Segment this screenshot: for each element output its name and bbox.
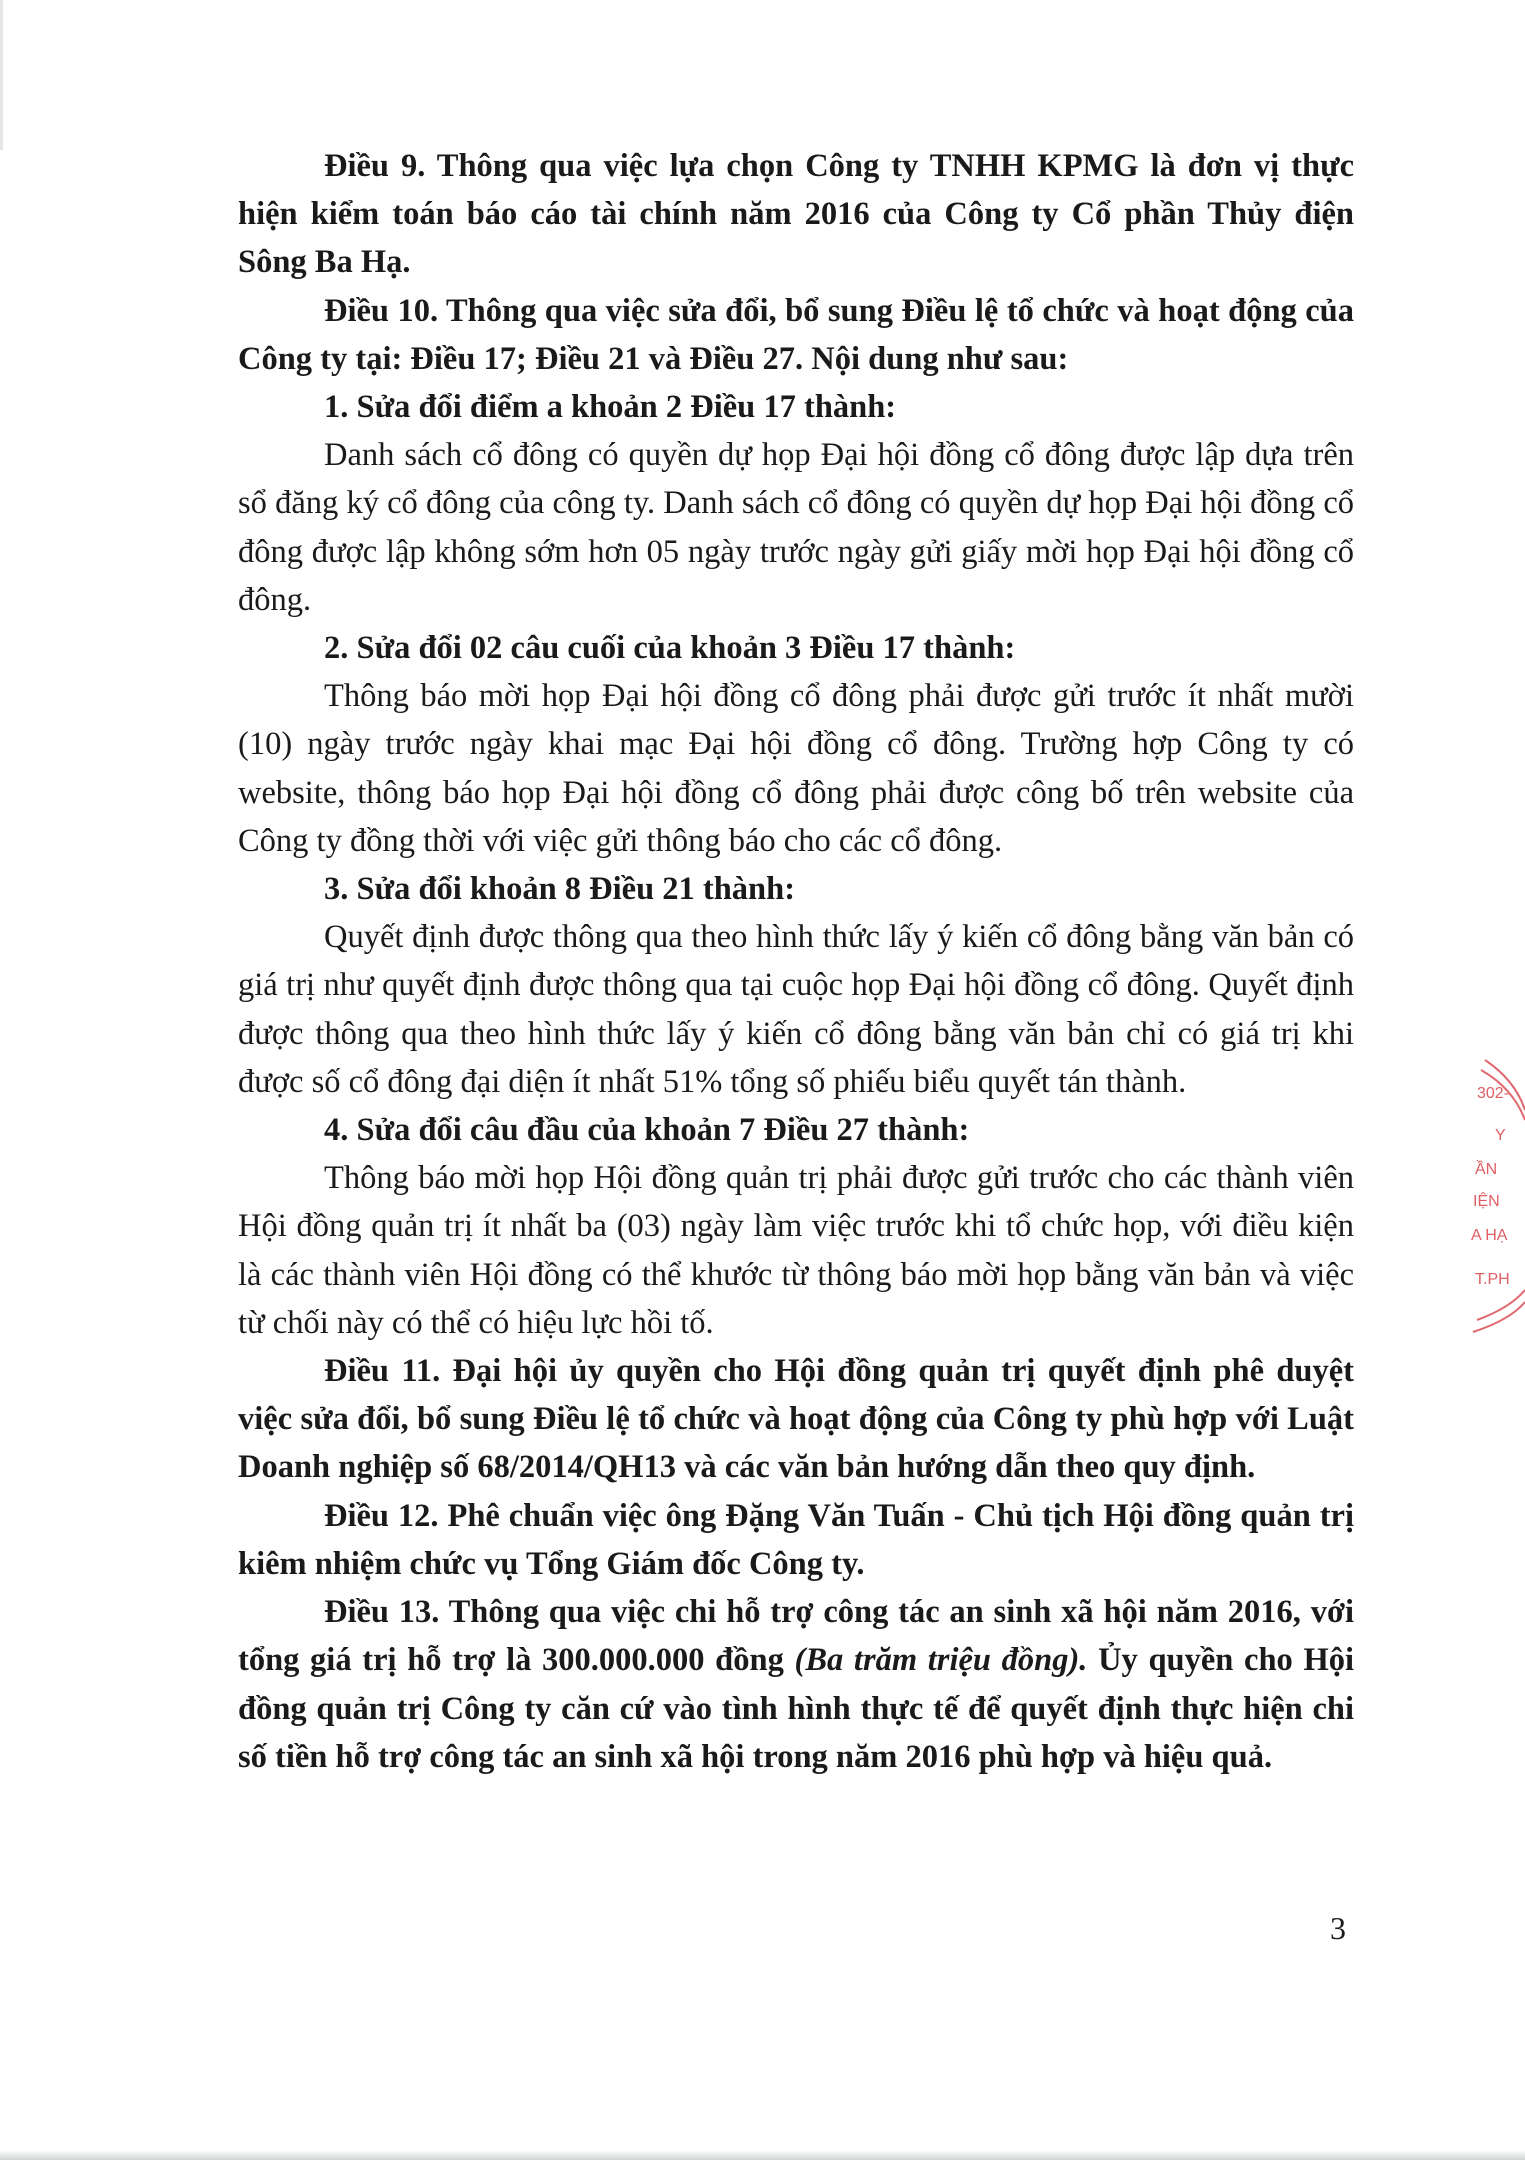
article-12: Điều 12. Phê chuẩn việc ông Đặng Văn Tuấn - Chủ tịch Hội đồng quản trị kiêm nhiệm chức vụ Tổng Giám đốc Công ty. (238, 1497, 1354, 1582)
amendment-2-body: Thông báo mời họp Đại hội đồng cổ đông phải được gửi trước ít nhất mười (10) ngày trước ngày khai mạc Đại hội đồng cổ đông. Trường hợp Công ty có website, thông báo họp Đại hội đồng cổ đông phải được công bố trên website của Công ty đồng thời với việc gửi thông báo cho các cổ đông. (238, 678, 1354, 859)
stamp-fragment-4: IỆN (1473, 1193, 1500, 1210)
article-10 (238, 287, 1354, 383)
stamp-fragment-1: 302- (1477, 1085, 1510, 1102)
scan-edge-shadow (0, 0, 3, 150)
article-13-text-before: Điều 13. Thông qua việc chi hỗ trợ công tác an sinh xã hội năm 2016, với tổng giá trị hỗ trợ là 300.000.000 đồng (238, 1594, 1354, 1679)
stamp-fragment-2: Y (1495, 1127, 1506, 1144)
stamp-fragment-3: ẦN (1475, 1161, 1498, 1178)
amendment-3-body: Quyết định được thông qua theo hình thức lấy ý kiến cổ đông bằng văn bản có giá trị như quyết định được thông qua tại cuộc họp Đại hội đồng cổ đông. Quyết định được thông qua theo hình thức lấy ý kiến cổ đông bằng văn bản chỉ có giá trị khi được số cổ đông đại diện ít nhất 51% tổng số phiếu biểu quyết tán thành. (238, 919, 1354, 1100)
stamp-fragment-6: T.PH (1475, 1271, 1510, 1288)
stamp-fragment-5: A HẠ (1471, 1227, 1508, 1244)
amendment-1-body: Danh sách cổ đông có quyền dự họp Đại hội đồng cổ đông được lập dựa trên sổ đăng ký cổ đông của công ty. Danh sách cổ đông có quyền dự họp Đại hội đồng cổ đông được lập không sớm hơn 05 ngày trước ngày gửi giấy mời họp Đại hội đồng cổ đông. (238, 437, 1354, 618)
amendment-4-body: Thông báo mời họp Hội đồng quản trị phải được gửi trước cho các thành viên Hội đồng quản trị ít nhất ba (03) ngày làm việc trước khi tổ chức họp, với điều kiện là các thành viên Hội đồng có thể khước từ thông báo mời họp bằng văn bản và việc từ chối này có thể có hiệu lực hồi tố. (238, 1160, 1354, 1341)
article-13-amount-in-words: (Ba trăm triệu đồng). (794, 1642, 1088, 1679)
amendment-2-heading: 2. Sửa đổi 02 câu cuối của khoản 3 Điều 17 thành: (324, 630, 1016, 667)
article-9-text: Thông qua việc lựa chọn Công ty TNHH KPMG là đơn vị thực hiện kiểm toán báo cáo tài chính năm 2016 của Công ty Cổ phần Thủy điện Sông Ba Hạ. (238, 148, 1354, 281)
page-number: 3 (1330, 1910, 1346, 1946)
company-seal-stamp (1455, 1040, 1525, 1360)
article-11: Điều 11. Đại hội ủy quyền cho Hội đồng quản trị quyết định phê duyệt việc sửa đổi, bổ sung Điều lệ tổ chức và hoạt động của Công ty phù hợp với Luật Doanh nghiệp số 68/2014/QH13 và các văn bản hướng dẫn theo quy định. (238, 1353, 1354, 1486)
scan-bottom-edge (0, 2150, 1525, 2160)
article-9-label: Điều 9. (324, 148, 426, 184)
amendment-4-heading: 4. Sửa đổi câu đầu của khoản 7 Điều 27 thành: (324, 1112, 970, 1149)
amendment-1-heading: 1. Sửa đổi điểm a khoản 2 Điều 17 thành: (324, 389, 897, 426)
article-13-text-after: Ủy quyền cho Hội đồng quản trị Công ty căn cứ vào tình hình thực tế để quyết định thực hiện chi số tiền hỗ trợ công tác an sinh xã hội trong năm 2016 phù hợp và hiệu quả. (238, 1642, 1354, 1775)
article-10-label: Điều 10. (324, 292, 439, 329)
article-10-text: Thông qua việc sửa đổi, bổ sung Điều lệ tổ chức và hoạt động của Công ty tại: Điều 17; Điều 21 và Điều 27. Nội dung như sau: (238, 292, 1354, 377)
article-9 (238, 142, 1354, 287)
document-body (238, 142, 1354, 1781)
amendment-3-heading: 3. Sửa đổi khoản 8 Điều 21 thành: (324, 871, 796, 908)
article-13 (238, 1588, 1354, 1781)
